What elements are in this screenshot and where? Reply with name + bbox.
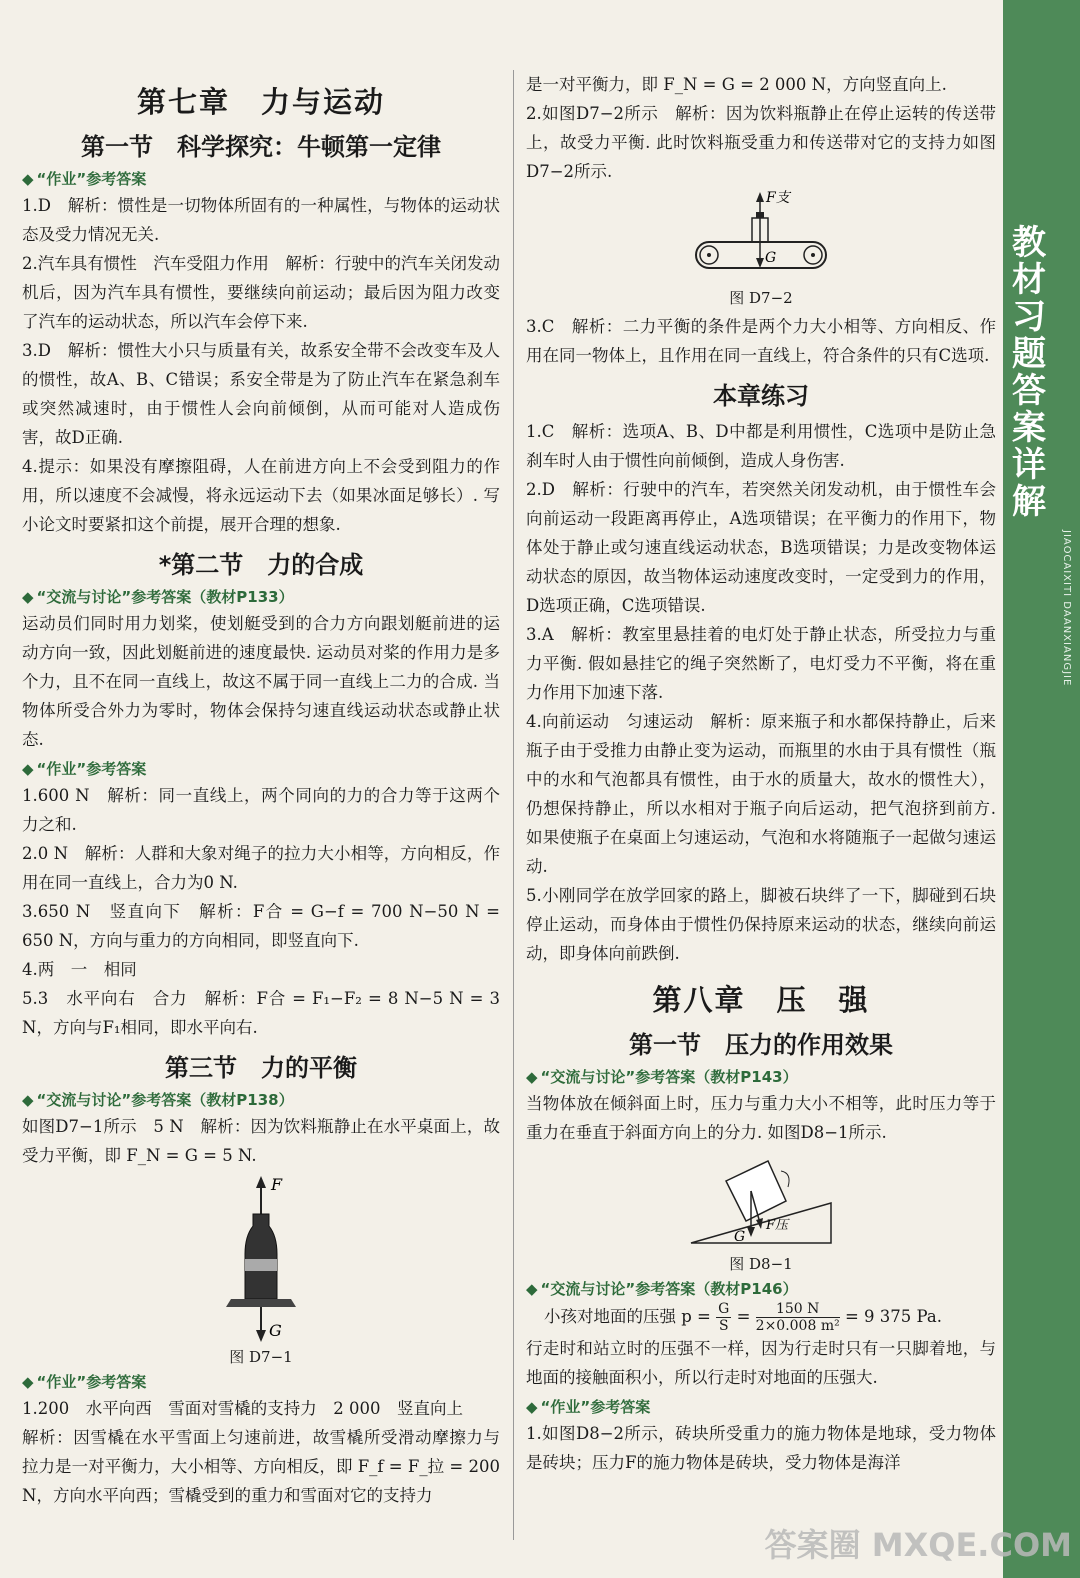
answer-item: 1.200 水平向西 雪面对雪橇的支持力 2 000 竖直向上 [22, 1399, 463, 1418]
subheading: ◆ “交流与讨论”参考答案（教材P143） [526, 1068, 798, 1086]
bottle-force-diagram [201, 1174, 321, 1344]
answer-item: 1.600 N 解析：同一直线上，两个同向的力的合力等于这两个力之和. [22, 786, 500, 834]
answer-item: 4.两 一 相同 [22, 960, 137, 979]
subheading: ◆ “作业”参考答案 [526, 1398, 651, 1416]
figure-d7-1 [22, 1174, 500, 1367]
fraction-g-over-s: $\frac{G}{S}$ [718, 1301, 730, 1334]
answer-item: 1.C 解析：选项A、B、D中都是利用惯性，C选项中是防止急刹车时人由于惯性向前倾倒，造成人身伤害. [526, 422, 996, 470]
answer-item: 3.D 解析：惯性大小只与质量有关，故系安全带不会改变车及人的惯性，故A、B、C错误；系安全带是为了防止汽车在紧急刹车或突然减速时，由于惯性人会向前倾倒，从而可能对人造成伤害，故D正确. [22, 341, 500, 447]
right-column [526, 70, 996, 1477]
subheading: ◆ “作业”参考答案 [22, 1373, 147, 1391]
answer-item: 1.如图D8−2所示，砖块所受重力的施力物体是地球，受力物体是砖块；压力F的施力物体是砖块，受力物体是海洋 [526, 1424, 996, 1472]
answer-item: 4.提示：如果没有摩擦阻碍，人在前进方向上不会受到阻力的作用，所以速度不会减慢，将永远运动下去（如果冰面足够长）. 写小论文时要紧扣这个前提，展开合理的想象. [22, 457, 500, 534]
force-label-g: G [734, 1229, 746, 1245]
answer-item: 2.D 解析：行驶中的汽车，若突然关闭发动机，由于惯性车会向前运动一段距离再停止，A选项错误；在平衡力的作用下，物体处于静止或匀速直线运动状态，B选项错误；力是改变物体运动状态的原因，故当物体运动速度改变时，一定受到力的作用，D选项正确，C选项错误. [526, 480, 996, 615]
subheading: ◆ “作业”参考答案 [22, 170, 147, 188]
answer-item: 3.A 解析：教室里悬挂着的电灯处于静止状态，所受拉力与重力平衡. 假如悬挂它的绳子突然断了，电灯受力不平衡，将在重力作用下加速下落. [526, 625, 996, 702]
answer-item: 2.如图D7−2所示 解析：因为饮料瓶静止在停止运转的传送带上，故受力平衡. 此时饮料瓶受重力和传送带对它的支持力如图D7−2所示. [526, 104, 996, 181]
fraction-values: $\frac{150 N}{\text{2×0.008 m²}}$ [755, 1301, 840, 1334]
answer-item: 2.0 N 解析：人群和大象对绳子的拉力大小相等，方向相反，作用在同一直线上，合力为0 N. [22, 844, 500, 892]
sidebar-title: 教材习题答案详解 [1012, 223, 1046, 522]
subheading: ◆ “交流与讨论”参考答案（教材P138） [22, 1091, 294, 1109]
answer-item: 3.C 解析：二力平衡的条件是两个力大小相等、方向相反、作用在同一物体上，且作用在同一直线上，符合条件的只有C选项. [526, 317, 996, 365]
chapter-title: 第七章 力与运动 [136, 85, 385, 119]
force-label-support: F支 [766, 190, 790, 206]
figure-caption: 图 D7−2 [729, 289, 793, 307]
answer-item: 5.小刚同学在放学回家的路上，脚被石块绊了一下，脚碰到石块停止运动，而身体由于惯性仍保持原来运动的状态，继续向前运动，即身体向前跌倒. [526, 886, 996, 963]
section-title: *第二节 力的合成 [158, 551, 364, 579]
diamond-icon: ◆ [22, 1373, 34, 1391]
subheading: ◆ “交流与讨论”参考答案（教材P133） [22, 588, 294, 606]
diamond-icon: ◆ [22, 760, 34, 778]
figure-d7-2 [526, 190, 996, 308]
answer-item: 2.汽车具有惯性 汽车受阻力作用 解析：行驶中的汽车关闭发动机后，因为汽车具有惯性，要继续向前运动；最后因为阻力改变了汽车的运动状态，所以汽车会停下来. [22, 254, 500, 331]
chapter-title: 第八章 压 强 [652, 983, 870, 1017]
discussion-text: 行走时和站立时的压强不一样，因为行走时只有一只脚着地，与地面的接触面积小，所以行走时对地面的压强大. [526, 1339, 996, 1387]
diamond-icon: ◆ [22, 588, 34, 606]
sidebar-tab [1003, 0, 1080, 1578]
incline-force-diagram [686, 1151, 836, 1251]
left-column [22, 70, 500, 1510]
figure-d8-1 [526, 1151, 996, 1274]
answer-item: 5.3 水平向右 合力 解析：F合 = F₁−F₂ = 8 N−5 N = 3 N，方向与F₁相同，即水平向右. [22, 989, 500, 1037]
force-label-f: F [271, 1175, 283, 1194]
section-title: 第三节 力的平衡 [165, 1054, 357, 1082]
figure-caption: 图 D7−1 [229, 1348, 293, 1366]
answer-item: 4.向前运动 匀速运动 解析：原来瓶子和水都保持静止，后来瓶子由于受推力由静止变为运动，而瓶里的水由于具有惯性（瓶中的水和气泡都具有惯性，由于水的质量大，故水的惯性大），仍想保持静止，所以水相对于瓶子向后运动，把气泡挤到前方. 如果使瓶子在桌面上匀速运动，气泡和水将随瓶子一起做匀速运动. [526, 712, 996, 876]
watermark-logo: 答案圈 MXQE.COM [764, 1526, 1072, 1564]
subheading: ◆ “交流与讨论”参考答案（教材P146） [526, 1280, 798, 1298]
section-title: 本章练习 [713, 382, 809, 410]
diamond-icon: ◆ [526, 1280, 538, 1298]
diamond-icon: ◆ [526, 1068, 538, 1086]
force-label-pressure: F压 [766, 1218, 789, 1233]
subheading: ◆ “作业”参考答案 [22, 760, 147, 778]
answer-item: 解析：因雪橇在水平雪面上匀速前进，故雪橇所受滑动摩擦力与拉力是一对平衡力，大小相等、方向相反，即 F_f = F_拉 = 200 N，方向水平向西；雪橇受到的重力和雪面对它的支持力 [22, 1428, 500, 1505]
discussion-text: 当物体放在倾斜面上时，压力与重力大小不相等，此时压力等于重力在垂直于斜面方向上的分力. 如图D8−1所示. [526, 1094, 996, 1142]
answer-item: 3.650 N 竖直向下 解析：F合 = G−f = 700 N−50 N = 650 N，方向与重力的方向相同，即竖直向下. [22, 902, 500, 950]
section-title: 第一节 压力的作用效果 [629, 1031, 893, 1059]
discussion-text: 如图D7−1所示 5 N 解析：因为饮料瓶静止在水平桌面上，故受力平衡，即 F_N = G = 5 N. [22, 1117, 500, 1165]
answer-item: 1.D 解析：惯性是一切物体所固有的一种属性，与物体的运动状态及受力情况无关. [22, 196, 500, 244]
force-label-g: G [269, 1321, 282, 1340]
column-divider [513, 70, 514, 1540]
diamond-icon: ◆ [22, 170, 34, 188]
answer-item: 是一对平衡力，即 F_N = G = 2 000 N，方向竖直向上. [526, 75, 947, 94]
force-label-g: G [765, 250, 777, 266]
conveyor-force-diagram [686, 190, 836, 285]
diamond-icon: ◆ [526, 1398, 538, 1416]
sidebar-pinyin: JIAOCAIXITI DAANXIANGJIE [1061, 530, 1072, 687]
pressure-formula: 小孩对地面的压强 p = $\frac{G}{S}$ = $\frac{150 N}{\text{2×0.008 m²}}$ = 9 375 Pa. [544, 1301, 942, 1334]
diamond-icon: ◆ [22, 1091, 34, 1109]
section-title: 第一节 科学探究：牛顿第一定律 [81, 133, 441, 161]
figure-caption: 图 D8−1 [729, 1255, 793, 1273]
discussion-text: 运动员们同时用力划桨，使划艇受到的合力方向跟划艇前进的运动方向一致，因此划艇前进的速度最快. 运动员对桨的作用力是多个力，且不在同一直线上，故这不属于同一直线上二力的合成. 当物体所受合外力为零时，物体会保持匀速直线运动状态或静止状态. [22, 614, 500, 749]
